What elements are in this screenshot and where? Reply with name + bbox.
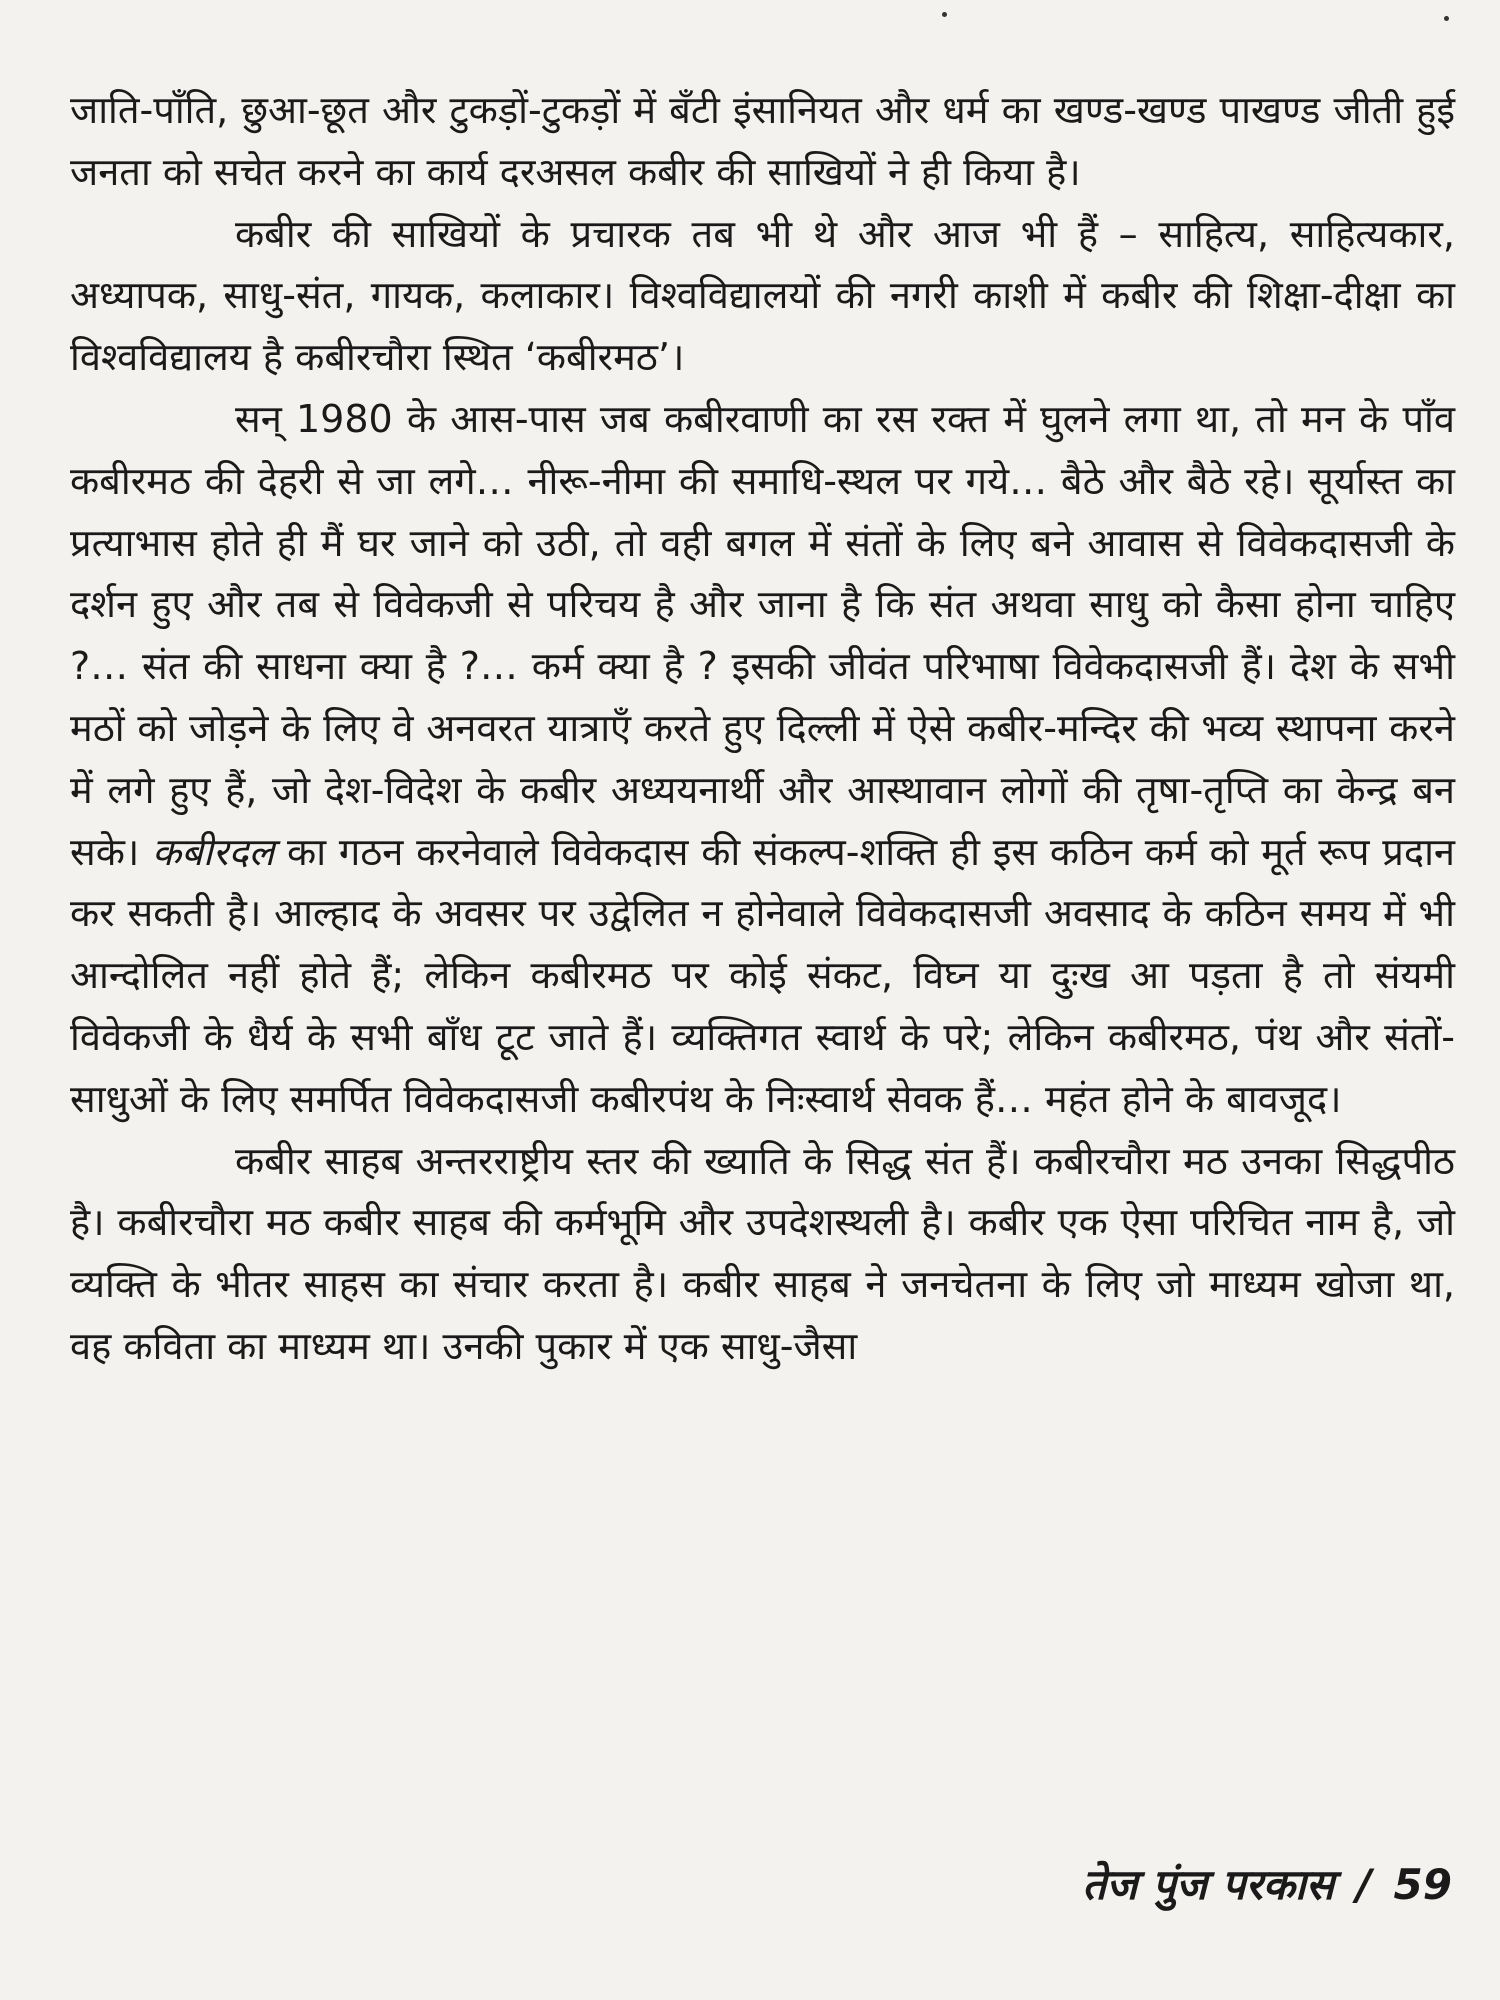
paragraph-3 xyxy=(70,389,1455,1131)
body-text xyxy=(70,80,1455,1378)
paragraph-2 xyxy=(70,204,1455,389)
page-number: 59 xyxy=(1393,1860,1452,1909)
paragraph-1 xyxy=(70,80,1455,204)
paragraph-1-text: जाति-पाँति, छुआ-छूत और टुकड़ों-टुकड़ों में बँटी इंसानियत और धर्म का खण्ड-खण्ड पाखण्ड जीती हुई जनता को सचेत करने का कार्य दरअसल कबीर की साखियों ने ही किया है। xyxy=(70,88,1455,194)
paragraph-4 xyxy=(70,1131,1455,1378)
kabirdal-emphasis: कबीरदल xyxy=(152,829,275,874)
paragraph-3-text-b: का गठन करनेवाले विवेकदास की संकल्प-शक्ति ही इस कठिन कर्म को मूर्त रूप प्रदान कर सकती है। आल्हाद के अवसर पर उद्वेलित न होनेवाले विवेकदासजी अवसाद के कठिन समय में भी आन्दोलित नहीं होते हैं; लेकिन कबीरमठ पर कोई संकट, विघ्न या दुःख आ पड़ता है तो संयमी विवेकजी के धैर्य के सभी बाँध टूट जाते हैं। व्यक्तिगत स्वार्थ के परे; लेकिन कबीरमठ, पंथ और संतों-साधुओं के लिए समर्पित विवेकदासजी कबीरपंथ के निःस्वार्थ सेवक हैं… महंत होने के बावजूद। xyxy=(70,829,1455,1121)
paragraph-4-text: कबीर साहब अन्तरराष्ट्रीय स्तर की ख्याति के सिद्ध संत हैं। कबीरचौरा मठ उनका सिद्धपीठ है। कबीरचौरा मठ कबीर साहब की कर्मभूमि और उपदेशस्थली है। कबीर एक ऐसा परिचित नाम है, जो व्यक्ति के भीतर साहस का संचार करता है। कबीर साहब ने जनचेतना के लिए जो माध्यम खोजा था, वह कविता का माध्यम था। उनकी पुकार में एक साधु-जैसा xyxy=(70,1138,1455,1368)
book-title: तेज पुंज परकास xyxy=(1082,1860,1335,1909)
footer-separator: / xyxy=(1356,1860,1372,1909)
running-footer xyxy=(1082,1855,1452,1912)
speck-mark xyxy=(942,12,947,17)
speck-mark xyxy=(1444,16,1449,21)
paragraph-2-text: कबीर की साखियों के प्रचारक तब भी थे और आज भी हैं – साहित्य, साहित्यकार, अध्यापक, साधु-संत, गायक, कलाकार। विश्वविद्यालयों की नगरी काशी में कबीर की शिक्षा-दीक्षा का विश्वविद्यालय है कबीरचौरा स्थित ‘कबीरमठ’। xyxy=(70,211,1455,380)
paragraph-3-text-a: सन् 1980 के आस-पास जब कबीरवाणी का रस रक्त में घुलने लगा था, तो मन के पाँव कबीरमठ की देहरी से जा लगे… नीरू-नीमा की समाधि-स्थल पर गये… बैठे और बैठे रहे। सूर्यास्त का प्रत्याभास होते ही मैं घर जाने को उठी, तो वही बगल में संतों के लिए बने आवास से विवेकदासजी के दर्शन हुए और तब से विवेकजी से परिचय है और जाना है कि संत अथवा साधु को कैसा होना चाहिए ?… संत की साधना क्या है ?… कर्म क्या है ? इसकी जीवंत परिभाषा विवेकदासजी हैं। देश के सभी मठों को जोड़ने के लिए वे अनवरत यात्राएँ करते हुए दिल्ली में ऐसे कबीर-मन्दिर की भव्य स्थापना करने में लगे हुए हैं, जो देश-विदेश के कबीर अध्ययनार्थी और आस्थावान लोगों की तृषा-तृप्ति का केन्द्र बन सके। xyxy=(70,396,1455,874)
